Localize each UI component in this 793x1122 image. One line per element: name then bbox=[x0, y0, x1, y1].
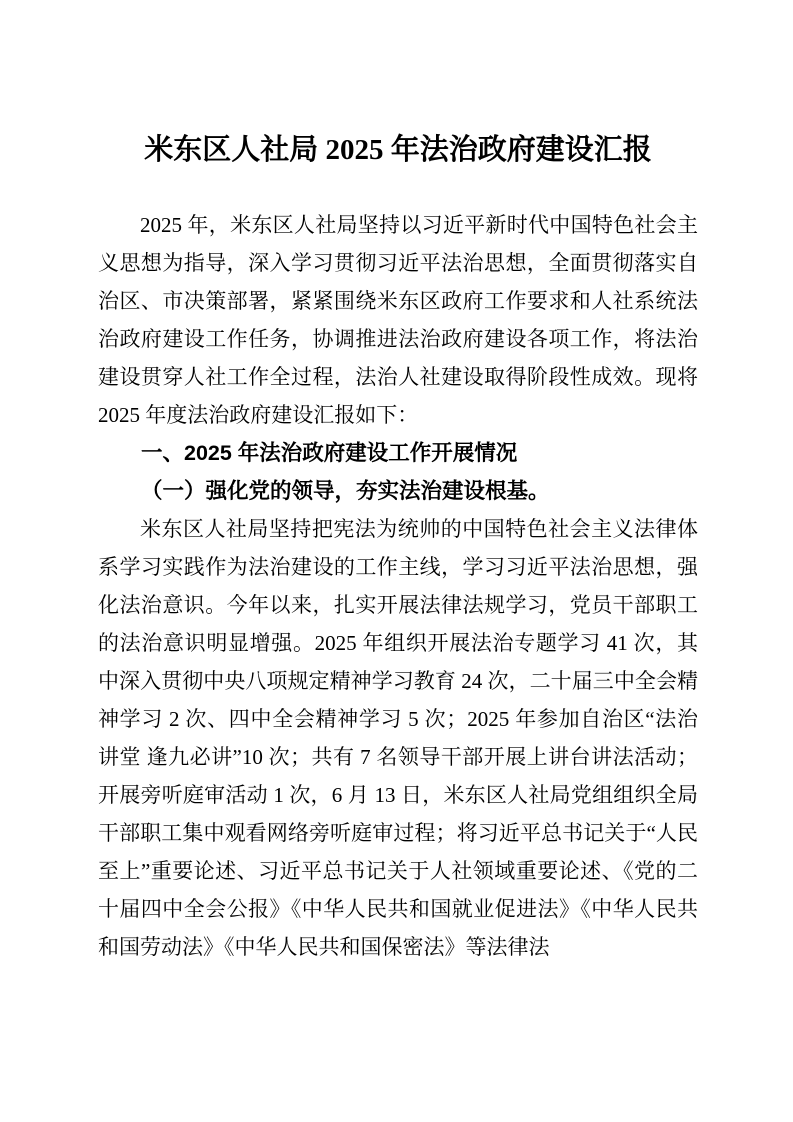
section-1-sub-heading: （一）强化党的领导，夯实法治建设根基。 bbox=[141, 479, 550, 503]
section-1-paragraph: 米东区人社局坚持把宪法为统帅的中国特色社会主义法律体系学习实践作为法治建设的工作主线，学习习近平法治思想，强化法治意识。今年以来，扎实开展法律法规学习，党员干部职工的法治意识明显增强。2025 年组织开展法治专题学习 41 次，其中深入贯彻中央八项规定精神学习教育 24 次，二十届三中全会精神学习 2 次、四中全会精神学习 5 次；2025 年参加自治区“法治讲堂 逢九必讲”10 次；共有 7 名领导干部开展上讲台讲法活动；开展旁听庭审活动 1 次，6 月 13 日，米东区人社局党组组织全局干部职工集中观看网络旁听庭审过程；将习近平总书记关于“人民至上”重要论述、习近平总书记关于人社领域重要论述、《党的二十届四中全会公报》《中华人民共和国就业促进法》《中华人民共和国劳动法》《中华人民共和国保密法》等法律法 bbox=[98, 517, 698, 959]
section-1-heading: 一、2025 年法治政府建设工作开展情况 bbox=[141, 441, 518, 465]
intro-paragraph: 2025 年，米东区人社局坚持以习近平新时代中国特色社会主义思想为指导，深入学习贯彻习近平法治思想，全面贯彻落实自治区、市决策部署，紧紧围绕米东区政府工作要求和人社系统法治政府建设工作任务，协调推进法治政府建设各项工作，将法治建设贯穿人社工作全过程，法治人社建设取得阶段性成效。现将 2025 年度法治政府建设汇报如下： bbox=[98, 213, 698, 427]
document-title: 米东区人社局 2025 年法治政府建设汇报 bbox=[144, 134, 652, 166]
